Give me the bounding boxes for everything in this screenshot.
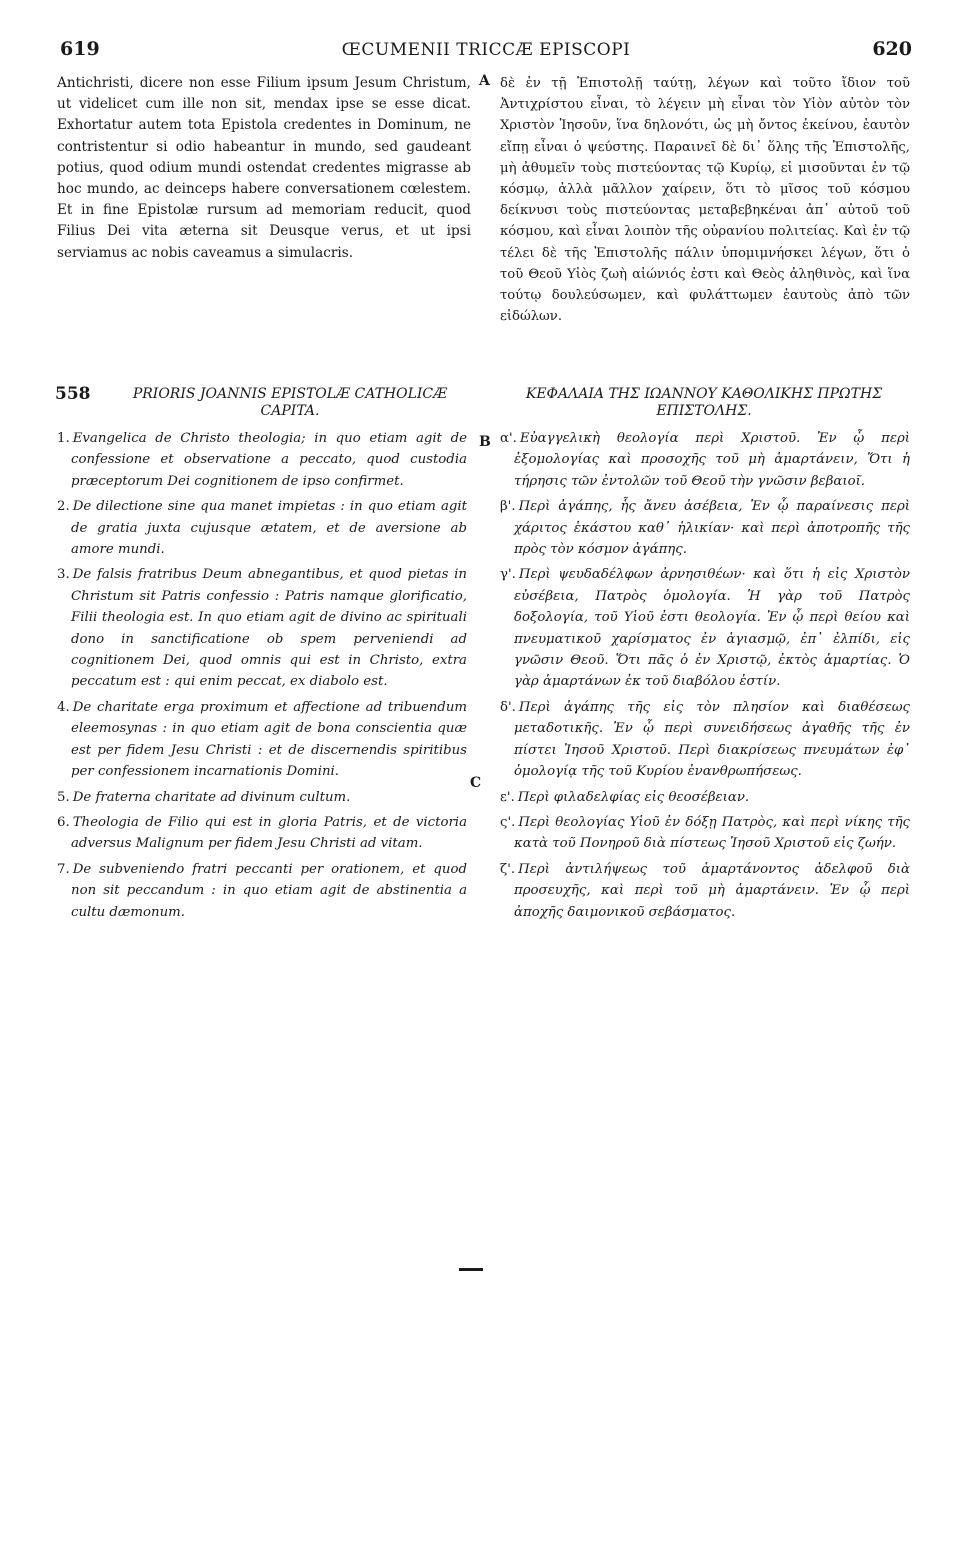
- latin-chapter-text: Theologia de Filio qui est in gloria Patris, et de victoria adversus Malignum per fidem Jesu Christi ad vitam.: [71, 814, 467, 852]
- latin-chapter-4: [57, 697, 467, 783]
- greek-chapter-1: [500, 428, 910, 492]
- latin-chapter-number: 5.: [57, 789, 70, 805]
- greek-chapter-list: [500, 428, 910, 927]
- greek-chapter-text: Περὶ θεολογίας Υἱοῦ ἐν δόξῃ Πατρὸς, καὶ περὶ νίκης τῆς κατὰ τοῦ Πονηροῦ διὰ πίστεως Ἰησοῦ Χριστοῦ εἰς ζωήν.: [514, 814, 910, 852]
- greek-chapter-text: Περὶ ἀγάπης, ἧς ἄνευ ἀσέβεια, Ἐν ᾧ παραίνεσις περὶ χάριτος ἑκάστου καθ᾿ ἡλικίαν· καὶ περὶ ἀποτροπῆς τῆς πρὸς τὸν κόσμον ἀγάπης.: [514, 499, 910, 558]
- right-page-number: 620: [872, 38, 912, 60]
- latin-chapter-number: 1.: [57, 431, 70, 446]
- greek-chapter-text: Περὶ φιλαδελφίας εἰς θεοσέβειαν.: [517, 789, 750, 805]
- latin-chapter-text: De subveniendo fratri peccanti per orationem, et quod non sit peccandum : in quo etiam agit de abstinentia a cultu dæmonum.: [71, 861, 467, 920]
- left-page-number: 619: [60, 38, 100, 60]
- margin-marker-a: A: [479, 73, 490, 89]
- greek-intro-text: δὲ ἐν τῇ Ἐπιστολῇ ταύτῃ, λέγων καὶ τοῦτο ἴδιον τοῦ Ἀντιχρίστου εἶναι, τὸ λέγειν μὴ εἶναι τὸν Υἱὸν αὐτὸν τὸν Χριστὸν Ἰησοῦν, ἵνα δηλονότι, ὡς μὴ ὄντος ἐκείνου, ἑαυτὸν εἴπῃ εἶναι ὁ ψεύστης. Παραινεῖ δὲ δι᾿ ὅλης τῆς Ἐπιστολῆς, μὴ ἀθυμεῖν τοὺς πιστεύοντας τῷ Κυρίῳ, εἰ μισοῦνται ἐν τῷ κόσμῳ, ἀλλὰ μᾶλλον χαίρειν, ὅτι τὸ μῖσος τοῦ κόσμου δείκνυσι τοὺς πιστεύοντας μεταβεβηκέναι ἀπ᾿ αὐτοῦ τοῦ κόσμου, καὶ εἶναι λοιπὸν τῆς οὐρανίου πολιτείας. Καὶ ἐν τῷ τέλει δὲ τῆς Ἐπιστολῆς πάλιν ὑπομιμνήσκει λέγων, ὅτι ὁ τοῦ Θεοῦ Υἱὸς ζωὴ αἰώνιός ἐστι καὶ Θεὸς ἀληθινὸς, καὶ ἵνα τούτῳ δουλεύσωμεν, καὶ φυλάττωμεν ἑαυτοὺς ἀπὸ τῶν εἰδώλων.: [500, 76, 910, 325]
- latin-chapter-number: 3.: [57, 567, 70, 583]
- margin-marker-b: B: [479, 434, 491, 450]
- latin-chapter-number: 4.: [57, 699, 70, 715]
- greek-chapter-text: Περὶ ἀγάπης τῆς εἰς τὸν πλησίον καὶ διαθέσεως μεταδοτικῆς. Ἐν ᾧ περὶ συνειδήσεως ἀγαθῆς τῆς ἐν πίστει Ἰησοῦ Χριστοῦ. Περὶ διακρίσεως πνευμάτων ἐφ᾿ ὁμολογίᾳ τῆς τοῦ Κυρίου ἐνανθρωπήσεως.: [514, 699, 910, 780]
- latin-chapter-number: 2.: [57, 499, 70, 515]
- greek-chapter-text: Περὶ ψευδαδέλφων ἀρνησιθέων· καὶ ὅτι ἡ εἰς Χριστὸν εὐσέβεια, Πατρὸς ὁμολογία. Ἡ γὰρ τοῦ Πατρὸς δοξολογία, τοῦ Υἱοῦ ἐστι θεολογία. Ἐν ᾧ περὶ θείου καὶ πνευματικοῦ χαρίσματος ἐν ἁγιασμῷ, ἐπ᾿ ἐλπίδι, εἰς γνῶσιν Θεοῦ. Ὅτι πᾶς ὁ ἐν Χριστῷ, ἐκτὸς ἁμαρτίας. Ὁ γὰρ ἁμαρτάνων ἐκ τοῦ διαβόλου ἐστίν.: [514, 567, 910, 690]
- latin-chapter-number: 7.: [57, 861, 70, 877]
- greek-chapter-text: Περὶ ἀντιλήψεως τοῦ ἁμαρτάνοντος ἀδελφοῦ διὰ προσευχῆς, καὶ περὶ τοῦ μὴ ἁμαρτάνειν. Ἐν ᾧ περὶ ἀποχῆς δαιμονικοῦ σεβάσματος.: [514, 861, 910, 920]
- latin-chapter-number: 6.: [57, 814, 70, 830]
- latin-chapter-text: Evangelica de Christo theologia; in quo etiam agit de confessione et observatione a peccato, quod custodia præceptorum Dei cognitionem de ipso confirmet.: [71, 431, 467, 489]
- greek-chapter-7: [500, 859, 910, 923]
- greek-chapter-number: β'.: [500, 499, 516, 515]
- greek-chapter-number: ζ'.: [500, 861, 516, 877]
- latin-chapter-list: [57, 428, 467, 927]
- latin-chapter-text: De fraterna charitate ad divinum cultum.: [72, 789, 351, 805]
- page-header: [60, 38, 912, 66]
- latin-chapter-2: [57, 496, 467, 560]
- latin-intro-text: Antichristi, dicere non esse Filium ipsum Jesum Christum, ut videlicet cum ille non sit, mendax ipse se esse dicat. Exhortatur autem tota Epistola credentes in Dominum, ne contristentur si odio habeantur in mundo, sed gaudeant potius, quod odium mundi ostendat credentes migrasse ab hoc mundo, ac deinceps habere conversationem cœlestem. Et in fine Epistolæ rursum ad memoriam reducit, quod Filius Dei vita æterna sit Deusque verus, et ut ipsi serviamus ac nobis caveamus a simulacris.: [57, 75, 471, 261]
- running-title: ŒCUMENII TRICCÆ EPISCOPI: [341, 40, 631, 60]
- latin-chapter-3: [57, 564, 467, 692]
- greek-chapter-number: ε'.: [500, 789, 515, 805]
- decorative-dash: [459, 1268, 483, 1271]
- greek-chapter-number: ς'.: [500, 814, 516, 830]
- latin-chapter-6: [57, 812, 467, 855]
- greek-chapter-6: [500, 812, 910, 855]
- greek-chapter-text: Εὐαγγελικὴ θεολογία περὶ Χριστοῦ. Ἐν ᾧ περὶ ἐξομολογίας καὶ προσοχῆς τοῦ μὴ ἁμαρτάνειν, Ὅτι ἡ τήρησις τῶν ἐντολῶν τοῦ Θεοῦ τὴν γνῶσιν βεβαιοῖ.: [514, 431, 910, 489]
- latin-chapter-5: [57, 787, 467, 808]
- latin-chapter-1: [57, 428, 467, 492]
- greek-chapter-number: γ'.: [500, 567, 516, 583]
- greek-section-heading: ΚΕΦΑΛΑΙΑ ΤΗΣ ΙΩΑΝΝΟΥ ΚΑΘΟΛΙΚΗΣ ΠΡΩΤΗΣ ΕΠΙΣΤΟΛΗΣ.: [525, 386, 883, 419]
- latin-chapter-text: De charitate erga proximum et affectione ad tribuendum eleemosynas : in quo etiam agit de bona conscientia quæ est per fidem Jesu Christi : et de discernendis spiritibus per confessionem incarnationis Domini.: [71, 699, 467, 780]
- latin-chapter-text: De dilectione sine qua manet impietas : in quo etiam agit de gratia juxta cujusque ætatem, et de aversione ab amore mundi.: [71, 499, 467, 558]
- greek-chapter-5: [500, 787, 910, 808]
- greek-chapter-3: [500, 564, 910, 692]
- latin-section-heading: PRIORIS JOANNIS EPISTOLÆ CATHOLICÆ CAPITA.: [132, 386, 448, 419]
- greek-chapter-2: [500, 496, 910, 560]
- margin-marker-c: C: [470, 775, 482, 791]
- greek-chapter-number: α'.: [500, 431, 517, 446]
- section-number: 558: [55, 384, 91, 404]
- greek-chapter-4: [500, 697, 910, 783]
- latin-chapter-text: De falsis fratribus Deum abnegantibus, et quod pietas in Christum sit Patris confessio : Patris namque glorificatio, Filii theologia est. In quo etiam agit de divino ac spirituali dono in sanctificatione ob spem perveniendi ad cognitionem Dei, quod omnis qui est in Christo, extra peccatum est : qui enim peccat, ex diabolo est.: [71, 567, 467, 690]
- latin-chapter-7: [57, 859, 467, 923]
- greek-chapter-number: δ'.: [500, 699, 516, 715]
